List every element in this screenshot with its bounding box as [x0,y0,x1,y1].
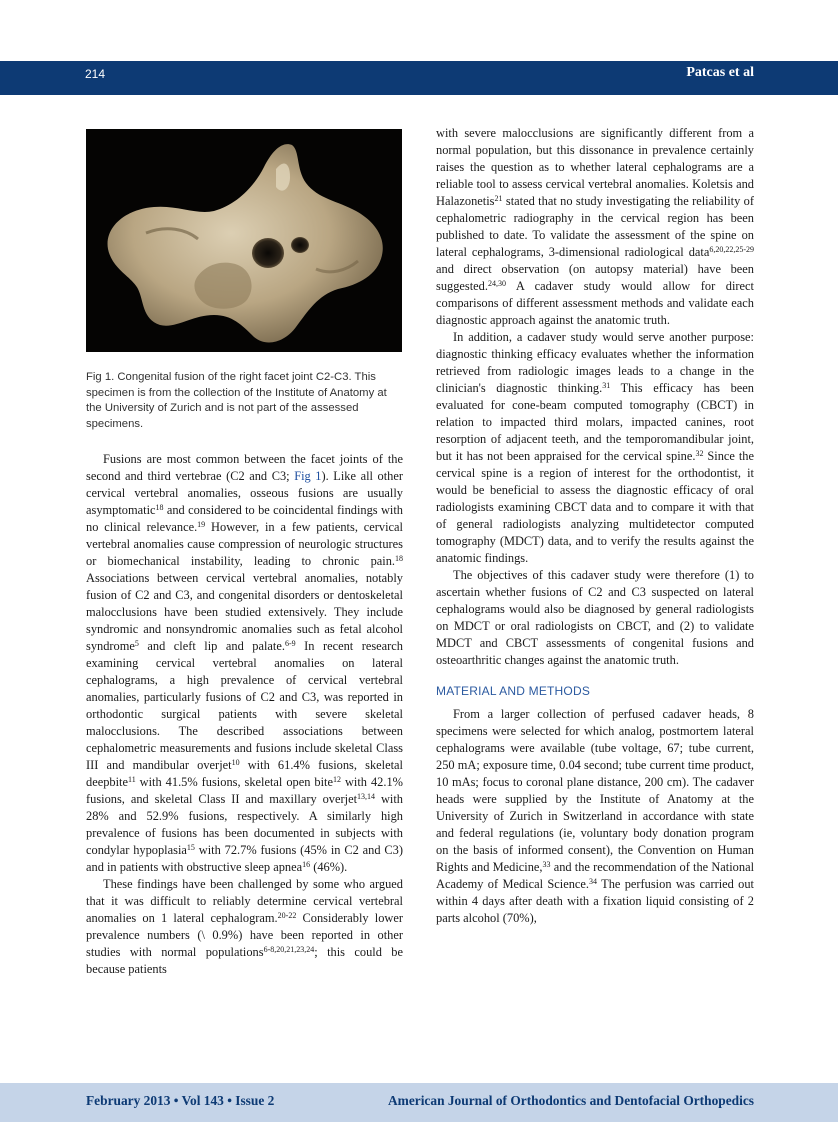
paragraph: with severe malocclusions are significantly different from a normal population, but this dissonance in prevalence certainly raises the question as to whether lateral cephalograms are a reliable tool to assess cervical vertebral anomalies. Koletsis and Halazonetis$^{21}$ stated that no study investigating the reliability of cephalometric radiography in the cervical region has been published to date. To validate the assessment of the spine on lateral cephalograms, 3-dimensional radiological data$^{6,20,22,25-29}$ and direct observation (on autopsy material) have been suggested.$^{24,30}$ A cadaver study would allow for direct comparisons of different assessment methods and validate each diagnostic approach against the anatomic truth. [436,126,754,327]
citation[interactable]: 5 [134,639,139,648]
citation[interactable]: 18 [395,554,403,563]
paragraph: From a larger collection of perfused cadaver heads, 8 specimens were selected for which analog, postmortem lateral cephalograms were available (tube voltage, 67; tube current, 250 mA; exposure time, 0.04 second; tube current time product, 10 mAs; focus to coronal plane distance, 200 cm). The cadaver heads were supplied by the Institute of Anatomy at the University of Zurich in Switzerland in accordance with state and federal regulations (ie, voluntary body donation program on the basis of informed consent), the Convention on Human Rights and Medicine,$^{33}$ and the recommendation of the National Academy of Medical Science.$^{34}$ The perfusion was carried out within 4 days after death with a fixation liquid consisting of 2 parts alcohol (70%), [436,707,755,925]
citation[interactable]: 12 [333,775,341,784]
citation[interactable]: 6-9 [284,639,296,648]
citation[interactable]: 31 [602,381,611,390]
vertebra-specimen-photo-icon [86,129,402,352]
paragraph: In addition, a cadaver study would serve another purpose: diagnostic thinking efficacy evaluates whether the information retrieved from radiologic images leads to a change in the clinician's diagnostic thinking.$^{31}$ This efficacy has been evaluated for cone-beam computed tomography (CBCT) in relation to impacted third molars, impacted canines, root resorption of adjacent teeth, and the temporomandibular joint, but it has not been appraised for the cervical spine.$^{32}$ Since the cervical spine is a region of interest for the orthodontist, it would be beneficial to assess the diagnostic efficacy of oral radiologists examining CBCT data and to compare it with that of general radiologists analyzing multidetector computed tomography (MDCT) data, and to verify the results against the anatomic findings. [436,330,754,565]
citation[interactable]: 19 [197,520,206,529]
citation[interactable]: 13,14 [357,792,376,801]
figure-1-caption: Fig 1. Congenital fusion of the right facet joint C2-C3. This specimen is from the collection of the Institute of Anatomy at the University of Zurich and is not part of the assessed specimens. [86,371,387,431]
citation[interactable]: 15 [186,843,195,852]
issue-info: February 2013 • Vol 143 • Issue 2 [86,1093,275,1108]
page-header-bar [0,61,838,95]
paragraph: The objectives of this cadaver study were therefore (1) to ascertain whether fusions of C2 and C3 suspected on lateral cephalograms would also be diagnosed by general radiologists on MDCT or oral radiologists on CBCT, and (2) to validate MDCT and CBCT assessments of congenital fusions and osteoarthritic changes against the anatomic truth. [436,568,754,667]
section-heading: MATERIAL AND METHODS [436,684,591,698]
paragraph: These findings have been challenged by some who argued that it was difficult to reliably determine cervical vertebral anomalies on 1 lateral cephalogram.$^{20-22}$ Considerably lower prevalence numbers (\ 0.9%) have been reported in other studies with normal populations$^{6-8,20,21,23,24}$; this could be because patients [86,877,404,976]
citation[interactable]: 34 [589,877,598,886]
journal-name: American Journal of Orthodontics and Dentofacial Orthopedics [388,1093,754,1108]
figure-1-image [86,129,402,352]
paragraph: Fusions are most common between the facet joints of the second and third vertebrae (C2 and C3; Fig 1). Like all other cervical vertebral anomalies, osseous fusions are usually asymptomatic$^{18}$ and considered to be coincidental findings with no clinical relevance.$^{19}$ However, in a few patients, cervical vertebral anomalies cause compression of neurologic structures or biomechanical instability, leading to chronic pain.$^{18}$ Associations between cervical vertebral anomalies, notably fusion of C2 and C3, and congenital disorders or dentoskeletal malocclusions have been studied extensively. They include syndromic and nonsyndromic anomalies such as fetal alcohol syndrome$^5$ and cleft lip and palate.$^{6-9}$ In recent research examining cervical vertebral anomalies on lateral cephalograms, a high prevalence of cervical vertebral anomalies, particularly fusions of C2 and C3, was reported in orthodontic surgical patients with severe skeletal malocclusions. The described associations between cephalometric measurements and fusions include skeletal Class III and mandibular overjet$^{10}$ with 61.4% fusions, skeletal deepbite$^{11}$ with 41.5% fusions, skeletal open bite$^{12}$ with 42.1% fusions, and skeletal Class II and maxillary overjet$^{13,14}$ with 28% and 52.9% fusions, respectively. A similarly high prevalence of fusions has been documented in subjects with condylar hypoplasia$^{15}$ with 72.7% fusions (45% in C2 and C3) and in patients with obstructive sleep apnea$^{16}$ (46%). [86,452,403,874]
citation[interactable]: 10 [231,758,240,767]
left-column [86,451,403,978]
citation[interactable]: 32 [695,449,704,458]
citation[interactable]: 21 [494,194,503,203]
citation[interactable]: 6,20,22,25-29 [709,245,754,254]
citation[interactable]: 18 [155,503,164,512]
page-number: 214 [85,67,106,81]
right-column [436,125,754,927]
citation[interactable]: 20-22 [277,911,297,920]
citation[interactable]: 24,30 [487,279,506,288]
citation[interactable]: 6-8,20,21,23,24 [263,945,315,954]
citation[interactable]: 33 [542,860,551,869]
citation[interactable]: 16 [302,860,311,869]
citation[interactable]: 11 [127,775,136,784]
running-head: Patcas et al [686,65,754,80]
figure-1-link[interactable]: Fig 1 [294,469,322,483]
page-footer-bar [0,1083,838,1122]
